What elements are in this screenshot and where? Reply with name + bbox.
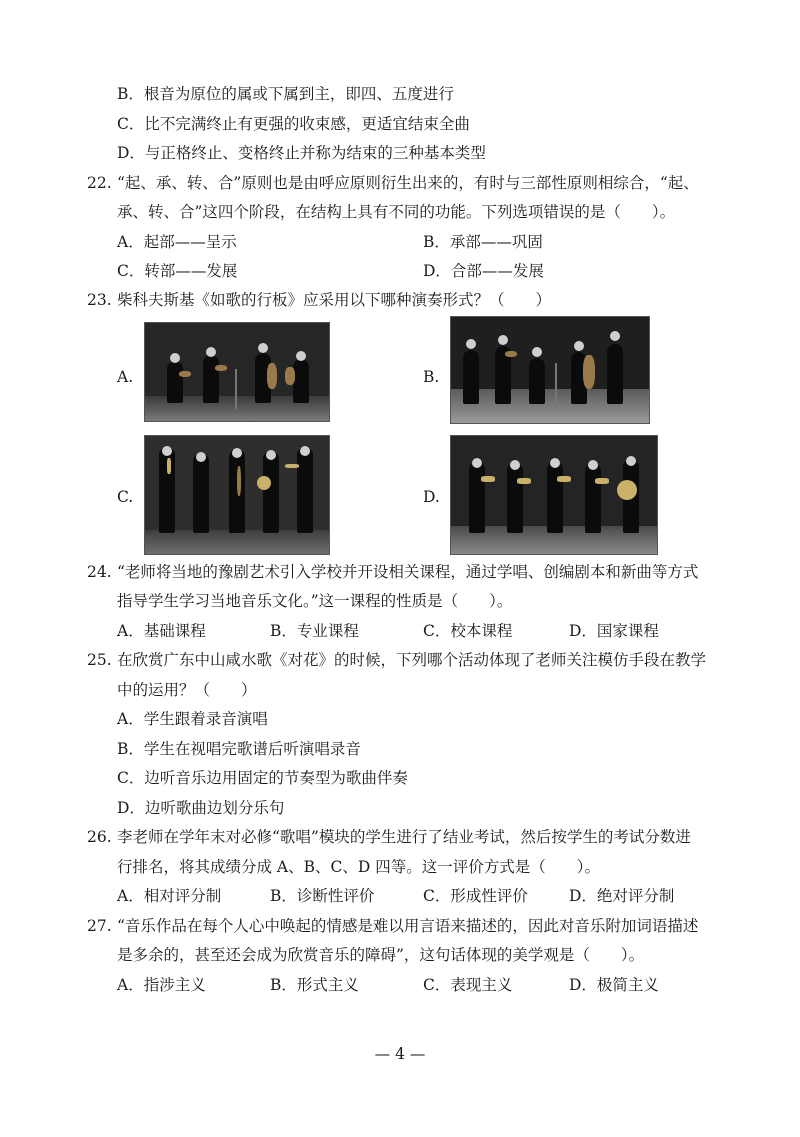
q25-stem-line1: 在欣赏广东中山咸水歌《对花》的时候，下列哪个活动体现了老师关注模仿手段在教学 <box>117 651 707 669</box>
q22-number: 22. <box>87 174 112 192</box>
q25-option-b: B．学生在视唱完歌谱后听演唱录音 <box>117 740 361 758</box>
q23-option-b-photo-piano-trio-ensemble <box>450 316 650 424</box>
q22-option-c: C．转部——发展 <box>117 262 238 280</box>
q27-stem-line1: “音乐作品在每个人心中唤起的情感是难以用言语来描述的，因此对音乐附加词语描述 <box>117 917 699 935</box>
q27-stem-line2: 是多余的，甚至还会成为欣赏音乐的障碍”，这句话体现的美学观是（ ）。 <box>117 946 645 964</box>
q22-stem-line2: 承、转、合”这四个阶段，在结构上具有不同的功能。下列选项错误的是（ ）。 <box>117 203 676 221</box>
q24-number: 24. <box>87 563 112 581</box>
q23-option-d-label: D. <box>423 488 440 506</box>
q27-number: 27. <box>87 917 112 935</box>
q27-option-c: C．表现主义 <box>423 976 513 994</box>
q26-option-a: A．相对评分制 <box>117 887 222 905</box>
q23-option-a-label: A. <box>117 368 134 386</box>
q24-option-c: C．校本课程 <box>423 622 513 640</box>
q22-option-d: D．合部——发展 <box>423 262 544 280</box>
q25-option-a: A．学生跟着录音演唱 <box>117 710 268 728</box>
q25-option-c: C．边听音乐边用固定的节奏型为歌曲伴奏 <box>117 769 408 787</box>
q26-option-d: D．绝对评分制 <box>569 887 675 905</box>
q22-option-a: A．起部——呈示 <box>117 233 237 251</box>
page-number: — 4 — <box>374 1045 426 1063</box>
q24-stem-line1: “老师将当地的豫剧艺术引入学校并开设相关课程，通过学唱、创编剧本和新曲等方式 <box>117 563 699 581</box>
q26-option-b: B．诊断性评价 <box>270 887 375 905</box>
q21-option-b: B．根音为原位的属或下属到主，即四、五度进行 <box>117 85 454 103</box>
q25-number: 25. <box>87 651 112 669</box>
q26-option-c: C．形成性评价 <box>423 887 528 905</box>
q26-number: 26. <box>87 828 112 846</box>
q25-stem-line2: 中的运用？（ ） <box>117 681 257 699</box>
q23-option-c-label: C. <box>117 488 134 506</box>
q24-option-b: B．专业课程 <box>270 622 359 640</box>
q27-option-b: B．形式主义 <box>270 976 359 994</box>
q24-option-a: A．基础课程 <box>117 622 206 640</box>
q25-option-d: D．边听歌曲边划分乐句 <box>117 799 285 817</box>
q22-option-b: B．承部——巩固 <box>423 233 543 251</box>
q24-stem-line2: 指导学生学习当地音乐文化。”这一课程的性质是（ ）。 <box>117 592 513 610</box>
q23-stem: 柴科夫斯基《如歌的行板》应采用以下哪种演奏形式？（ ） <box>117 291 552 309</box>
q27-option-d: D．极简主义 <box>569 976 659 994</box>
q23-option-d-photo-brass-quintet <box>450 435 658 555</box>
q23-option-a-photo-string-quartet <box>144 322 330 422</box>
q23-number: 23. <box>87 291 112 309</box>
q26-stem-line2: 行排名，将其成绩分成 A、B、C、D 四等。这一评价方式是（ ）。 <box>117 858 600 876</box>
q24-option-d: D．国家课程 <box>569 622 659 640</box>
q21-option-c: C．比不完满终止有更强的收束感，更适宜结束全曲 <box>117 115 470 133</box>
q27-option-a: A．指涉主义 <box>117 976 206 994</box>
q21-option-d: D．与正格终止、变格终止并称为结束的三种基本类型 <box>117 144 486 162</box>
q26-stem-line1: 李老师在学年末对必修“歌唱”模块的学生进行了结业考试，然后按学生的考试分数进 <box>117 828 691 846</box>
q23-option-b-label: B. <box>423 368 440 386</box>
q22-stem-line1: “起、承、转、合”原则也是由呼应原则衍生出来的，有时与三部性原则相综合，“起、 <box>117 174 699 192</box>
q23-option-c-photo-woodwind-quintet <box>144 435 330 555</box>
